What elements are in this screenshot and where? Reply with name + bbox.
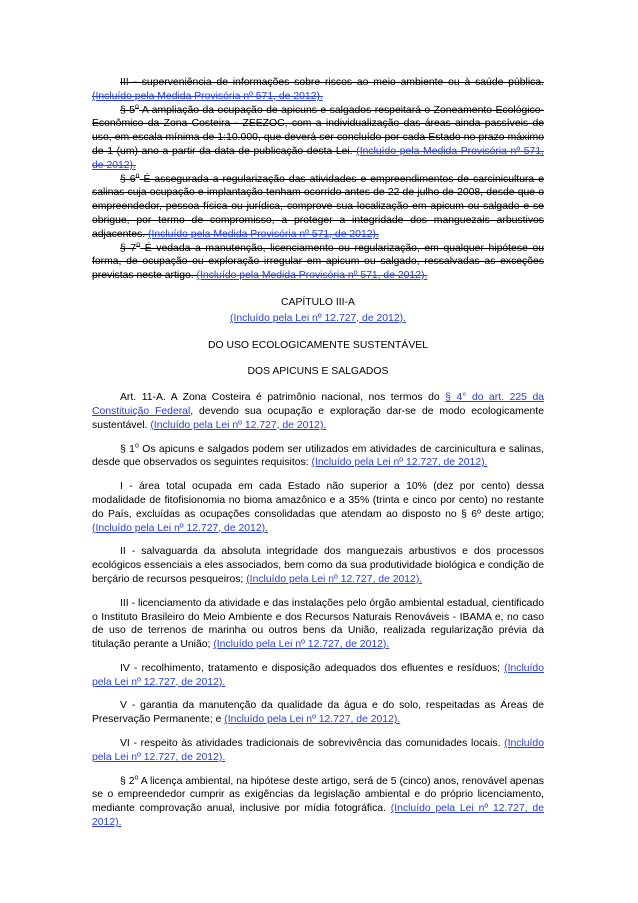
paragraph-2 xyxy=(92,775,544,830)
item-text: IV - recolhimento, tratamento e disposição adequados dos efluentes e resíduos; xyxy=(120,662,505,674)
item-v-note-link[interactable]: (Incluído pela Lei nº 12.727, de 2012). xyxy=(224,714,401,726)
item-iv xyxy=(92,662,544,690)
item-i xyxy=(92,480,544,535)
paragraph-text: É vedada a manutenção, licenciamento ou regularização, em qualquer hipótese ou forma, de ocupação ou exploração irregular em apicum ou salgado, ressalvadas as exceções previstas neste artigo. xyxy=(92,242,545,282)
paragraph-1 xyxy=(92,443,544,471)
item-text: I - área total ocupada em cada Estado não superior a 10% (dez por cento) dessa modalidade de fitofisionomia no bioma amazônico e a 35% (trinta e cinco por cento) no restante do País, excluídas as ocupações consolidadas que atendam ao disposto no § 6º deste artigo; xyxy=(92,481,544,520)
article-text-cont: , devendo sua ocupação e exploração dar-se de modo ecologicamente sustentável. xyxy=(92,405,545,431)
revoked-block xyxy=(92,76,544,283)
article-text: Art. 11-A. A Zona Costeira é patrimônio nacional, nos termos do xyxy=(120,392,446,404)
item-i-note-link[interactable]: (Incluído pela Lei nº 12.727, de 2012). xyxy=(92,522,268,534)
paragraph-label: § 7 xyxy=(120,242,137,254)
paragraph-text: Os apicuns e salgados podem ser utilizados em atividades de carcinicultura e salinas, desde que observados os seguintes requisitos: xyxy=(92,443,544,469)
revoked-item-iii-note-link[interactable]: (Incluído pela Medida Provisória nº 571, de 2012). xyxy=(92,90,323,102)
revoked-p6-note-link[interactable]: (Incluído pela Medida Provisória nº 571, de 2012). xyxy=(148,228,379,240)
revoked-p5-note-link[interactable]: (Incluído pela Medida Provisória nº 571, de 2012). xyxy=(92,145,544,171)
ordinal-sup: o xyxy=(134,442,139,450)
paragraph-text: A licença ambiental, na hipótese deste artigo, será de 5 (cinco) anos, renovável apenas se o empreendedor cumprir as exigências da legislação ambiental e do próprio licenciamento, mediante comprovação anual, inclusive por mídia fotográfica. xyxy=(92,775,544,815)
p2-note-link[interactable]: (Incluído pela Lei nº 12.727, de 2012). xyxy=(92,803,544,829)
article-11a xyxy=(92,391,544,432)
constitution-link[interactable]: § 4° do art. 225 da Constituição Federal xyxy=(92,392,544,417)
p1-note-link[interactable]: (Incluído pela Lei nº 12.727, de 2012). xyxy=(311,457,488,469)
paragraph-label: § 1 xyxy=(120,443,135,455)
item-vi xyxy=(92,737,544,765)
ordinal-sup: o xyxy=(135,103,139,111)
revoked-paragraph-5 xyxy=(92,104,544,173)
item-ii xyxy=(92,545,544,586)
ordinal-sup: o xyxy=(134,774,139,782)
chapter-title: CAPÍTULO III-A xyxy=(281,296,355,308)
chapter-note-link[interactable]: (Incluído pela Lei nº 12.727, de 2012). xyxy=(230,312,406,324)
article-note-link[interactable]: (Incluído pela Lei nº 12.727, de 2012). xyxy=(150,419,327,431)
ordinal-sup: o xyxy=(135,172,140,180)
chapter-heading-sustainable-use: DO USO ECOLOGICAMENTE SUSTENTÁVEL xyxy=(208,339,428,351)
item-iii-note-link[interactable]: (Incluído pela Lei nº 12.727, de 2012). xyxy=(213,639,390,651)
paragraph-label: § 5 xyxy=(120,104,136,116)
item-iv-note-link[interactable]: (Incluído pela Lei nº 12.727, de 2012). xyxy=(92,662,544,688)
item-v xyxy=(92,699,544,727)
item-text: V - garantia da manutenção da qualidade da água e do solo, respeitadas as Áreas de Preservação Permanente; e xyxy=(92,700,544,726)
revoked-paragraph-6 xyxy=(92,173,544,242)
paragraph-label: § 6 xyxy=(120,173,136,185)
item-text: VI - respeito às atividades tradicionais de sobrevivência das comunidades locais. xyxy=(120,738,505,750)
document-page xyxy=(92,76,544,840)
revoked-paragraph-7 xyxy=(92,242,544,283)
chapter-heading-apicuns: DOS APICUNS E SALGADOS xyxy=(247,366,389,378)
revoked-item-iii-text: III - superveniência de informações sobre riscos ao meio ambiente ou à saúde pública. xyxy=(120,77,544,88)
item-iii xyxy=(92,597,544,652)
paragraph-text: A ampliação da ocupação de apicuns e salgados respeitará o Zoneamento Ecológico-Econômico da Zona Costeira - ZEEZOC, com a individualização das áreas ainda passíveis de uso, em escala mínima de 1:10.000, que deverá ser concluído por cada Estado no prazo máximo de 1 (um) ano a partir da data de publicação desta Lei. xyxy=(92,104,544,157)
paragraph-label: § 2 xyxy=(120,775,135,787)
paragraph-text: É assegurada a regularização das atividades e empreendimentos de carcinicultura e salinas cuja ocupação e implantação tenham ocorrido antes de 22 de julho de 2008, desde que o empreendedor, pessoa física ou jurídica, comprove sua localização em apicum ou salgado e se obrigue, por termo de compromisso, a proteger a integridade dos manguezais arbustivos adjacentes. xyxy=(92,173,545,240)
item-text: II - salvaguarda da absoluta integridade dos manguezais arbustivos e dos processos ecológicos essenciais a eles associados, bem como da sua produtividade biológica e condição de berçário de recursos pesqueiros; xyxy=(92,546,544,585)
revoked-p7-note-link[interactable]: (Incluído pela Medida Provisória nº 571, de 2012). xyxy=(196,270,428,282)
ordinal-sup: o xyxy=(136,241,141,249)
revoked-item-iii xyxy=(92,76,544,104)
item-ii-note-link[interactable]: (Incluído pela Lei nº 12.727, de 2012). xyxy=(246,573,423,585)
article-11a-block xyxy=(92,391,544,830)
item-text: III - licenciamento da atividade e das instalações pelo órgão ambiental estadual, cientificado o Instituto Brasileiro do Meio Ambiente e dos Recursos Naturais Renováveis - IBAMA e, no caso de uso de terrenos de marinha ou outros bens da União, realizada regularização prévia da titulação perante a União; xyxy=(92,597,544,651)
item-vi-note-link[interactable]: (Incluído pela Lei nº 12.727, de 2012). xyxy=(92,738,544,763)
